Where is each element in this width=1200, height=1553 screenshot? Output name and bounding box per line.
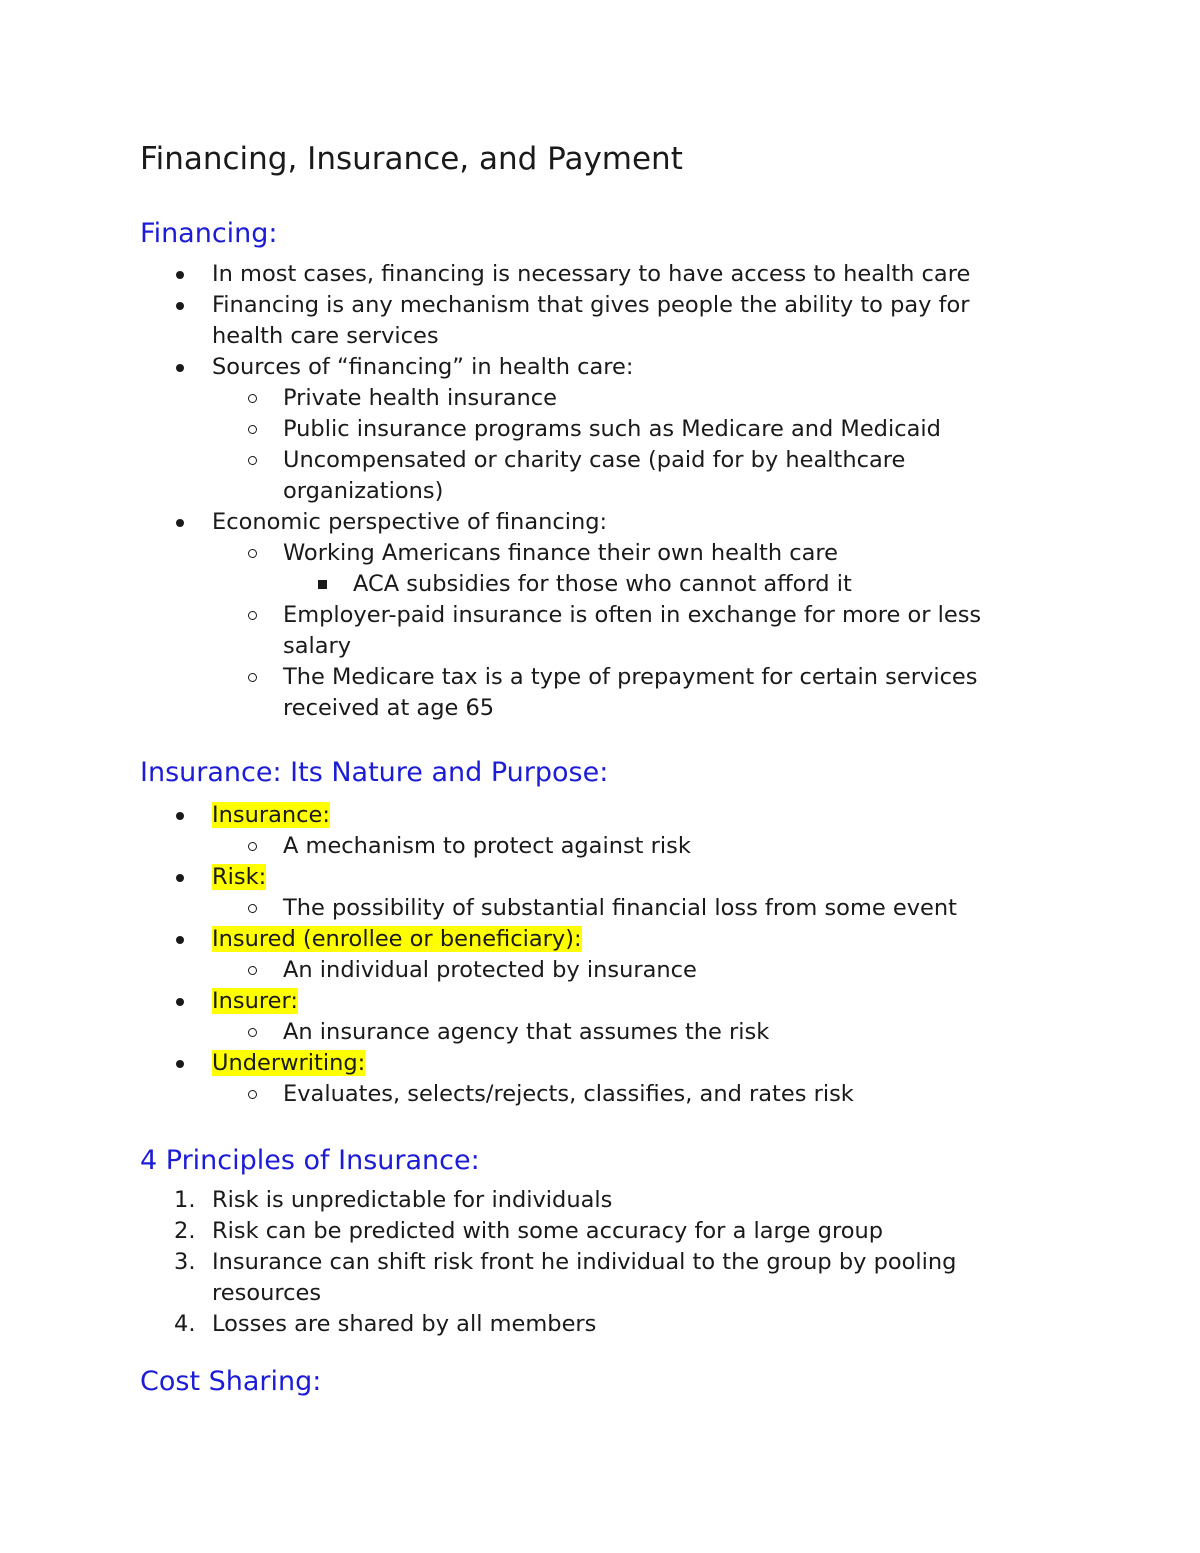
list-item-continuation: organizations): [283, 478, 444, 504]
bullet-circle-icon: [248, 394, 257, 403]
list-item: In most cases, financing is necessary to have access to health care: [0, 259, 1200, 290]
list-item: [0, 800, 1200, 831]
bullet-dot-icon: [176, 812, 184, 820]
list-item-continuation: resources: [212, 1280, 322, 1306]
bullet-dot-icon: [176, 998, 184, 1006]
list-item: The Medicare tax is a type of prepayment for certain services: [0, 662, 1200, 693]
bullet-dot-icon: [176, 364, 184, 372]
list-item-continuation: health care services: [212, 323, 439, 349]
principles-list: [0, 1185, 1200, 1340]
highlighted-term: Insured (enrollee or beneficiary):: [212, 926, 582, 952]
bullet-circle-icon: [248, 456, 257, 465]
list-item: [0, 986, 1200, 1017]
list-item: 1. Risk is unpredictable for individuals: [0, 1185, 1200, 1216]
list-item: Financing is any mechanism that gives people the ability to pay for: [0, 290, 1200, 321]
bullet-circle-icon: [248, 673, 257, 682]
bullet-circle-icon: [248, 425, 257, 434]
list-item: 4. Losses are shared by all members: [0, 1309, 1200, 1340]
list-number: 4.: [174, 1311, 196, 1337]
heading-insurance-nature: Insurance: Its Nature and Purpose:: [140, 757, 609, 788]
list-item: Public insurance programs such as Medicare and Medicaid: [0, 414, 1200, 445]
list-item: Employer-paid insurance is often in exchange for more or less: [0, 600, 1200, 631]
list-item: ACA subsidies for those who cannot afford it: [0, 569, 1200, 600]
list-number: 1.: [174, 1187, 196, 1213]
list-number: 2.: [174, 1218, 196, 1244]
list-item: Working Americans finance their own health care: [0, 538, 1200, 569]
heading-principles: 4 Principles of Insurance:: [140, 1145, 480, 1176]
list-item: Evaluates, selects/rejects, classifies, and rates risk: [0, 1079, 1200, 1110]
list-item: [0, 862, 1200, 893]
list-item: Economic perspective of financing:: [0, 507, 1200, 538]
list-item: Private health insurance: [0, 383, 1200, 414]
bullet-circle-icon: [248, 611, 257, 620]
list-item: An individual protected by insurance: [0, 955, 1200, 986]
highlighted-term: Insurer:: [212, 988, 298, 1014]
bullet-circle-icon: [248, 1090, 257, 1099]
bullet-dot-icon: [176, 302, 184, 310]
list-item: [0, 1048, 1200, 1079]
list-item: Uncompensated or charity case (paid for by healthcare: [0, 445, 1200, 476]
list-item: The possibility of substantial financial loss from some event: [0, 893, 1200, 924]
bullet-dot-icon: [176, 271, 184, 279]
bullet-dot-icon: [176, 936, 184, 944]
bullet-circle-icon: [248, 842, 257, 851]
list-item: [0, 924, 1200, 955]
list-item: 2. Risk can be predicted with some accuracy for a large group: [0, 1216, 1200, 1247]
bullet-dot-icon: [176, 1060, 184, 1068]
bullet-circle-icon: [248, 1028, 257, 1037]
list-item-continuation: salary: [283, 633, 352, 659]
highlighted-term: Insurance:: [212, 802, 330, 828]
bullet-square-icon: [318, 580, 327, 589]
page-title: Financing, Insurance, and Payment: [140, 141, 683, 177]
bullet-dot-icon: [176, 874, 184, 882]
financing-list: [0, 259, 1200, 724]
bullet-circle-icon: [248, 904, 257, 913]
list-number: 3.: [174, 1249, 196, 1275]
list-item-continuation: received at age 65: [283, 695, 495, 721]
heading-financing: Financing:: [140, 218, 278, 249]
bullet-circle-icon: [248, 549, 257, 558]
heading-cost-sharing: Cost Sharing:: [140, 1366, 322, 1397]
list-item: An insurance agency that assumes the risk: [0, 1017, 1200, 1048]
highlighted-term: Underwriting:: [212, 1050, 366, 1076]
list-item: Sources of “financing” in health care:: [0, 352, 1200, 383]
list-item: A mechanism to protect against risk: [0, 831, 1200, 862]
insurance-list: [0, 800, 1200, 1110]
highlighted-term: Risk:: [212, 864, 267, 890]
bullet-circle-icon: [248, 966, 257, 975]
bullet-dot-icon: [176, 519, 184, 527]
list-item: 3. Insurance can shift risk front he individual to the group by pooling: [0, 1247, 1200, 1278]
